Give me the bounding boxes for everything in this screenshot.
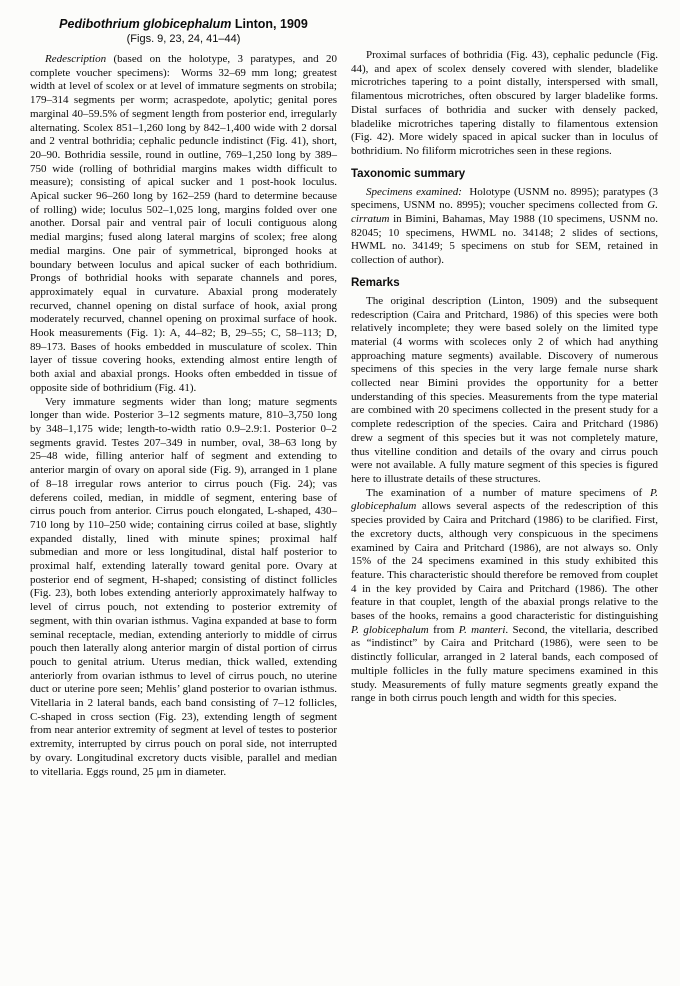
- two-column-layout: [30, 15, 658, 779]
- figures-reference: (Figs. 9, 23, 24, 41–44): [126, 33, 241, 45]
- paragraph: The examination of a number of mature specimens of P. globicephalum allows several aspects of the redescription of this species provided by Caira and Pritchard (1986) to be clarified. First, the excretory ducts, although very conspicuous in the specimens examined by Caira and Pritchard (1986), are not always so. Only 15% of the 24 specimens examined in this study exhibited this feature. This characteristic should therefore be removed from couplet 4 in the key provided by Caira and Pritchard (1986). The other feature in that couplet, length of the abaxial prongs relative to the bases of the hooks, remains a good characteristic for distinguishing P. globicephalum from P. manteri. Second, the vitellaria, described as “indistinct” by Caira and Pritchard (1986), were seen to be distinctly follicular, arranged in 2 lateral bands, each composed of multiple follicles in the fully mature specimens examined in this study. Measurements of fully mature segments greatly expand the range in both cirrus pouch length and width for this species.: [351, 486, 658, 705]
- title-author: Linton, 1909: [231, 17, 308, 31]
- species-name: Pedibothrium globicephalum: [59, 17, 232, 31]
- paragraph: Proximal surfaces of bothridia (Fig. 43), cephalic peduncle (Fig. 44), and apex of scolex densely covered with slender, bladelike microtriches tapering to a point distally, interspersed with small, filamentous microtriches, often obscured by larger bladelike forms. Distal surfaces of bothridia and sucker with densely packed, bladelike microtriches tapering distally to filamentous extension (Fig. 42). More widely spaced in apical sucker than in loculus of bothridium. No filiform microtriches seen in these regions.: [351, 49, 658, 157]
- paragraph: Redescription (based on the holotype, 3 paratypes, and 20 complete voucher specimens): Worms 32–69 mm long; greatest width at level of scolex or at level of immature segments on strobila; 179–314 segments per worm; acraspedote, apolytic; genital pores marginal 40–59.5% of segment length from posterior end, irregularly alternating. Scolex 851–1,260 long by 842–1,400 wide with 2 dorsal and 2 ventral bothridia; cephalic peduncle indistinct (Fig. 41), short, 20–90. Bothridia sessile, round in outline, 769–1,250 long by 389–750 wide (rolling of bothridial margins makes width difficult to measure); consisting of apical sucker and 1 post-hook loculus. Apical sucker 96–260 long by 162–259 (hard to determine because of rolling) wide; loculus 502–1,025 long, margins folded over one another. Dorsal pair and ventral pair of loculi contiguous along medial margins; fused along lateral margins of scolex; free along medial margins. One pair of symmetrical, bipronged hooks at boundary between loculus and apical sucker of each bothridium. Prongs of bothridial hooks with separate channels and pores, approximately equal in curvature. Abaxial prong moderately recurved, channel opening on distal surface of hook, axial prong moderately recurved, channel opening on proximal surface of hook. Hook measurements (Fig. 1): A, 44–82; B, 29–55; C, 58–113; D, 89–173. Bases of hooks embedded in musculature of scolex. Thin layer of tissue covering hooks, extending almost entire length of both axial and abaxial prongs. Hooks often embedded in tissue of opposite side of bothridium (Fig. 41).: [30, 53, 337, 394]
- paragraph: Very immature segments wider than long; mature segments longer than wide. Posterior 3–12 segments mature, 810–3,750 long by 348–1,175 wide; length-to-width ratio 0.9–2.9:1. Posterior 0–2 segments gravid. Testes 207–349 in number, oval, 38–63 long by 25–48 wide, filling anterior half of segment and extending to anterior margin of ovary on aporal side (Fig. 9), arranged in 1 plane of 8–18 irregular rows anterior to cirrus pouch (Fig. 24); vas deferens coiled, median, in middle of segment, entering base of cirrus pouch from anterior. Cirrus pouch elongated, L-shaped, 430–710 long by 110–250 wide; containing cirrus coiled at base, slightly expanded distally, lined with minute spines; proximal half submedian and more or less longitudinal, distal half posterior to proximal half, extending laterally toward genital pore. Ovary at posterior end of segment, H-shaped; consisting of distinct follicles (Fig. 23), both lobes extending anteriorly approximately halfway to level of cirrus pouch, not extending to posterior extremity of segment, with thin ovarian isthmus. Vagina expanded at base to form seminal receptacle, median, extending anteriorly to middle of cirrus pouch then laterally along anterior margin of distal portion of cirrus pouch to genital atrium. Uterus median, thick walled, extending anteriorly from ovarian isthmus to level of cirrus pouch, no uterine duct or uterine pore seen; Mehlis’ gland posterior to ovarian isthmus. Vitellaria in 2 lateral bands, each band consisting of 7–12 follicles, C-shaped in cross section (Fig. 23), extending length of segment from near anterior extremity of segment at level of testes to posterior extremity, interrupted by cirrus pouch on poral side, not interrupted by ovary. Longitudinal excretory ducts visible, parallel and median to vitellaria. Eggs round, 25 μm in diameter.: [30, 395, 337, 778]
- column-left: [30, 15, 337, 779]
- section-heading: Remarks: [351, 276, 400, 289]
- column-left-text: [30, 53, 337, 779]
- article-header: [30, 17, 337, 46]
- column-right-text: [351, 49, 658, 706]
- section-heading: Taxonomic summary: [351, 167, 466, 180]
- paragraph: The original description (Linton, 1909) and the subsequent redescription (Caira and Pritchard, 1986) of this species were both relatively incomplete; they were based solely on the limited type material (4 worms with scoleces only 2 of which had anything approaching mature segments) available. Discovery of numerous specimens of this species in the very large female nurse shark collected near Bimini provides the opportunity for a better understanding of this species. Measurements from the type material are combined with 20 specimens collected in the present study for a complete redescription of the species. Caira and Pritchard (1986) drew a segment of this species but it was not completely mature, thus vitelline condition and details of the ovary and cirrus pouch were not available. A fully mature segment of this species is figured here to illustrate details of these structures.: [351, 294, 658, 485]
- column-right: [351, 15, 658, 779]
- paragraph: Specimens examined: Holotype (USNM no. 8995); paratypes (3 specimens, USNM no. 8995); voucher specimens collected from G. cirratum in Bimini, Bahamas, May 1988 (10 specimens, USNM no. 82045; 10 specimens, HWML no. 34148; 2 slides of sections, HWML no. 34149; 5 specimens on stub for SEM, retained in collection of author).: [351, 185, 658, 267]
- article-title: [30, 17, 337, 32]
